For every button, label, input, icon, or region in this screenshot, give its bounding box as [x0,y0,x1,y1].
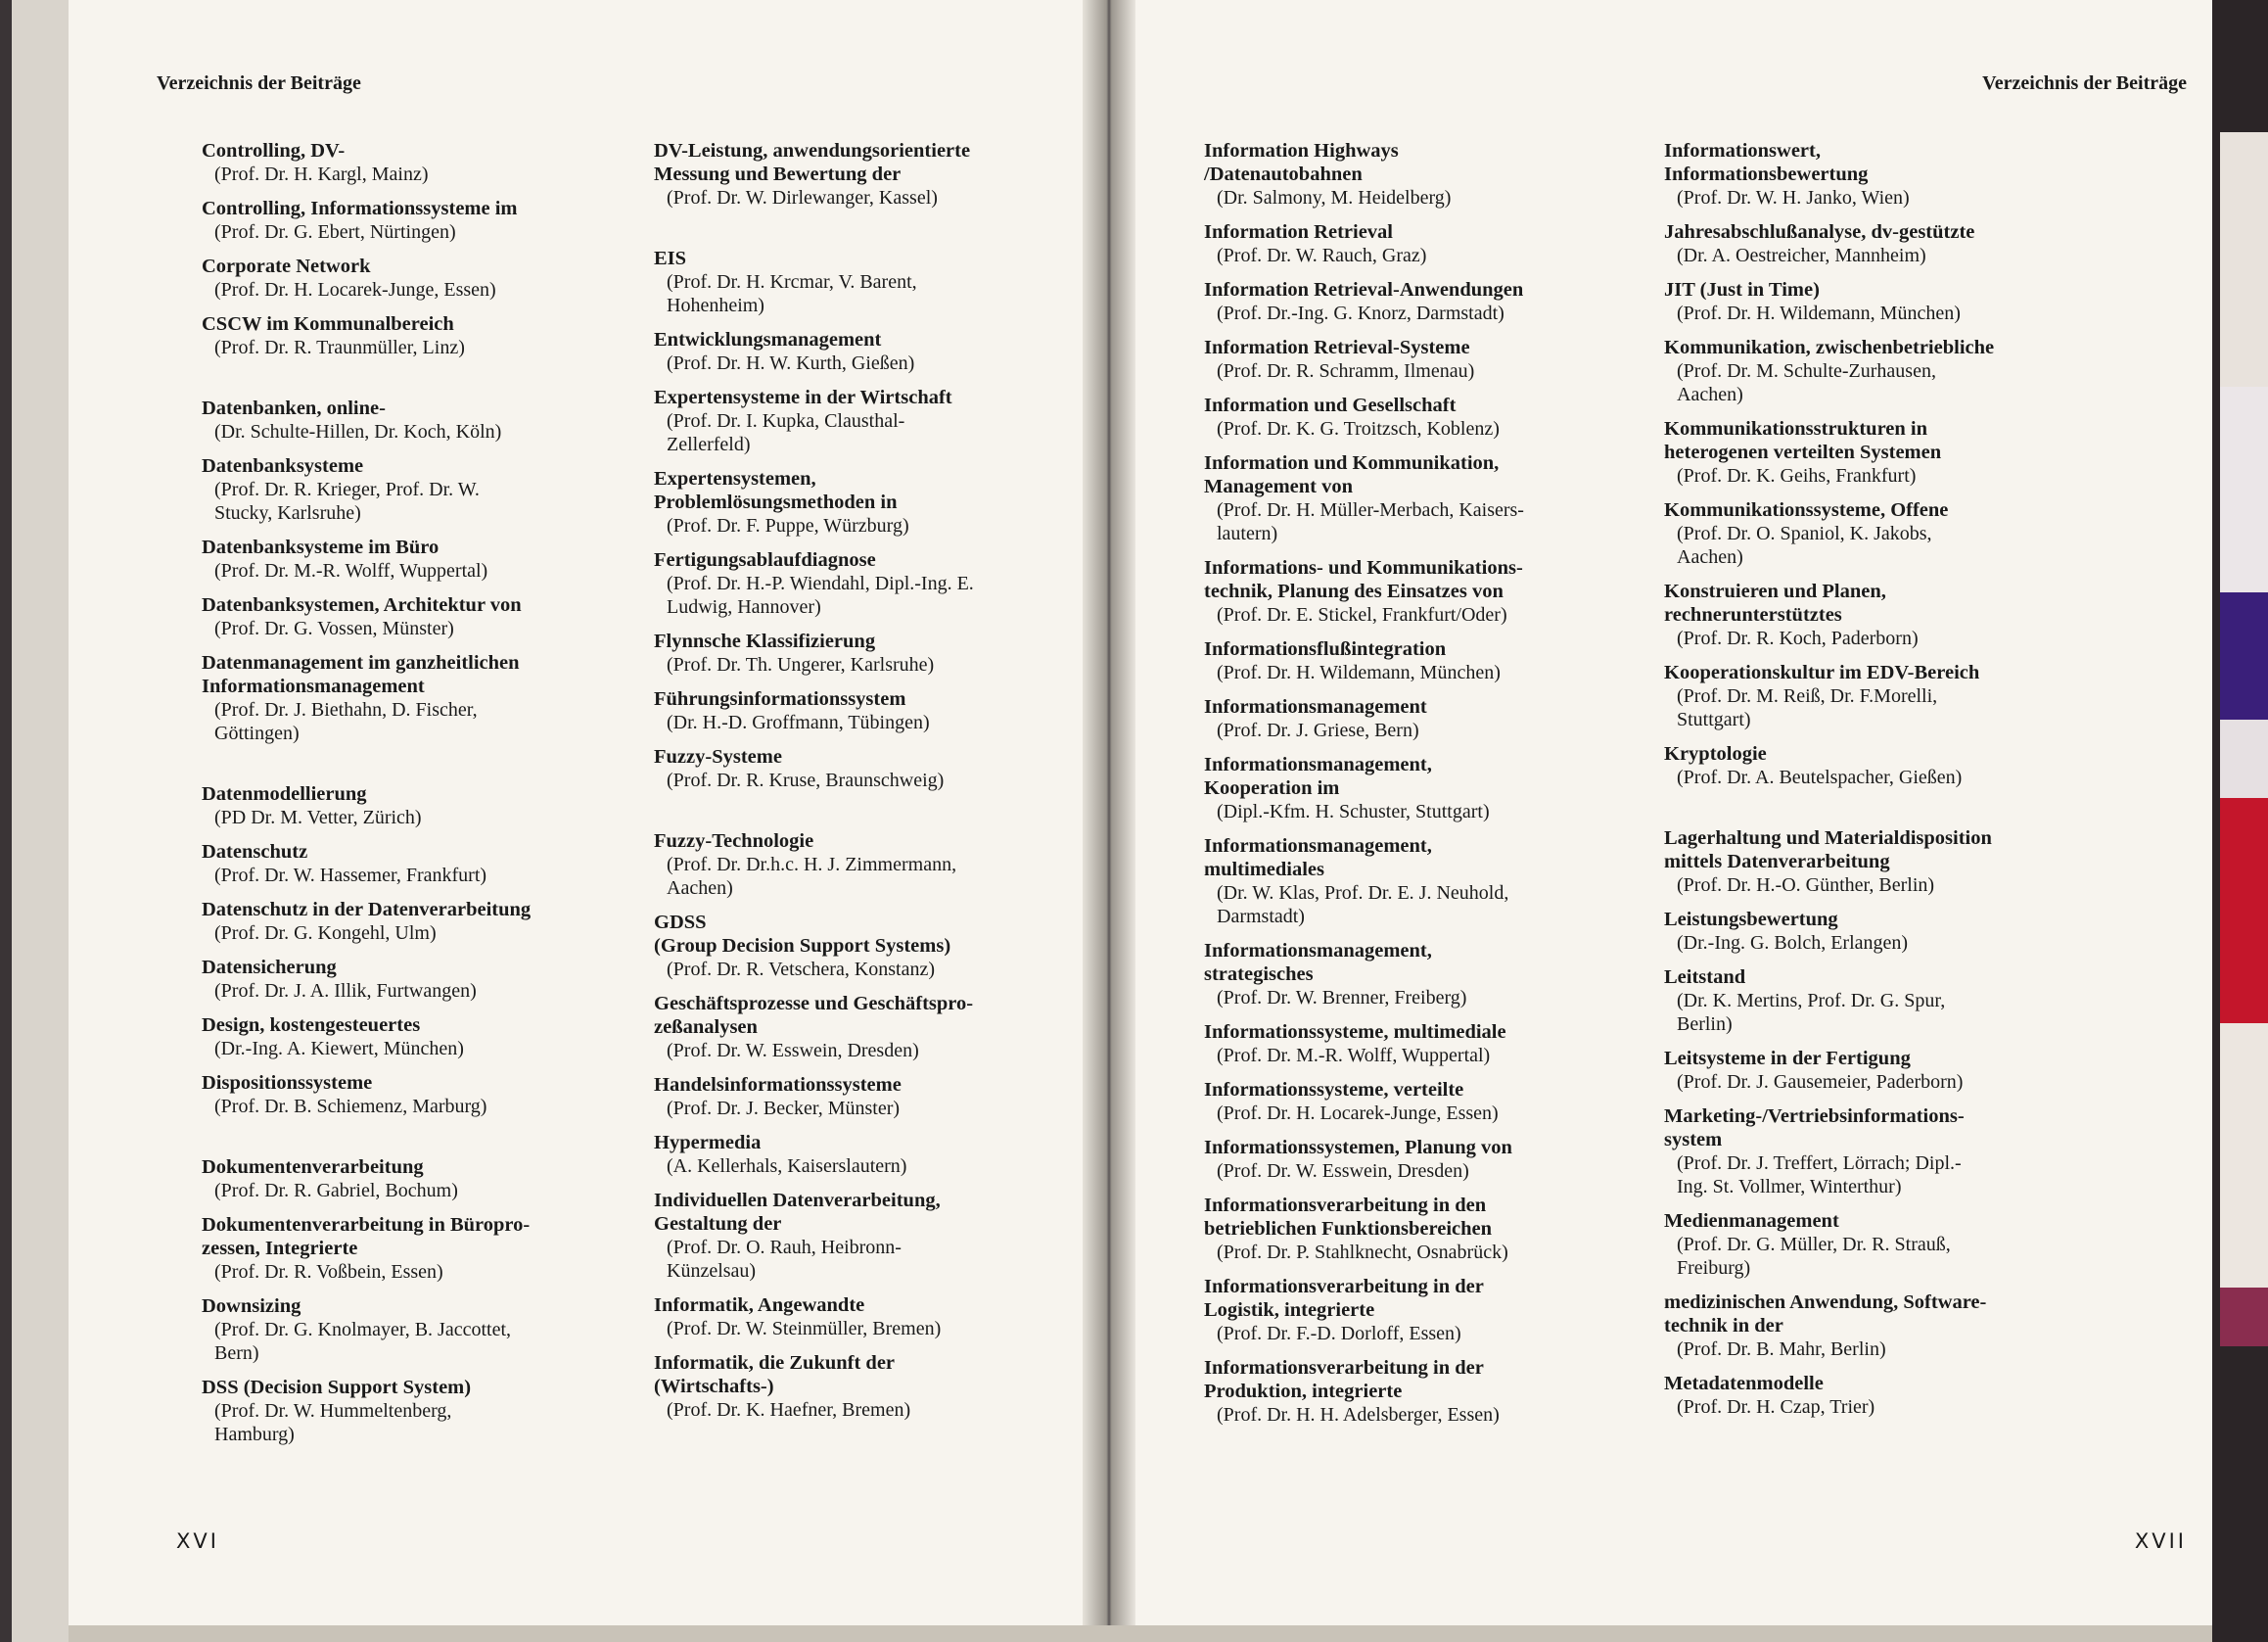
entry-term: Kommunikation, zwischenbetriebliche [1664,337,1995,358]
entry-authors: (PD Dr. M. Vetter, Zürich) [214,807,422,828]
entry-term: Informationswert, Informationsbewertung [1664,140,1869,185]
entry-term: Information und Kommunikation, Management von [1204,452,1500,497]
entry-term: Fertigungsablaufdiagnose [654,549,876,571]
entry-term: EIS [654,248,687,269]
page-bottom-edge [69,1625,2212,1642]
entry-authors: (Prof. Dr. G. Vossen, Münster) [214,618,454,639]
index-entry [202,840,652,887]
index-entry [1204,556,1605,627]
index-entry [654,829,1075,900]
entry-authors: (Prof. Dr. M.-R. Wolff, Wuppertal) [214,560,488,582]
index-entry [1204,637,1605,684]
index-entry [1204,1275,1605,1345]
entry-authors: (Prof. Dr. R. Traunmüller, Linz) [214,337,465,358]
entry-authors: (Prof. Dr. H. W. Kurth, Gießen) [667,352,915,374]
entry-term: Individuellen Datenverarbeitung, Gestaltung der [654,1190,941,1235]
entry-authors: (Prof. Dr. P. Stahlknecht, Osnabrück) [1217,1242,1508,1263]
entry-authors: (Dr. Salmony, M. Heidelberg) [1217,187,1452,209]
index-entry [1664,580,2095,650]
entry-authors: (Prof. Dr. Th. Ungerer, Karlsruhe) [667,654,935,676]
entry-term: Expertensysteme in der Wirtschaft [654,387,952,408]
entry-authors: (Prof. Dr. W. Esswein, Dresden) [1217,1160,1469,1182]
index-entry [1204,278,1605,325]
entry-authors: (Dr. Schulte-Hillen, Dr. Koch, Köln) [214,421,502,443]
entry-authors: (Prof. Dr. W. Brenner, Freiberg) [1217,987,1467,1009]
index-entry [654,1351,1075,1422]
index-entry [654,467,1075,538]
entry-authors: (Prof. Dr. G. Ebert, Nürtingen) [214,221,456,243]
entry-authors: (Prof. Dr.-Ing. G. Knorz, Darmstadt) [1217,303,1504,324]
entry-authors: (Prof. Dr. M. Reiß, Dr. F.Morelli, Stuttgart) [1677,685,1938,730]
register-tab [2220,592,2268,720]
entry-term: Datensicherung [202,957,337,978]
running-head-right: Verzeichnis der Beiträge [1982,72,2187,94]
entry-term: Hypermedia [654,1132,762,1153]
entry-authors: (Prof. Dr. B. Schiemenz, Marburg) [214,1096,487,1117]
entry-term: Dokumentenverarbeitung [202,1156,424,1178]
entry-term: CSCW im Kommunalbereich [202,313,454,335]
entry-term: Datenbanksysteme im Büro [202,537,440,558]
right-page [1135,0,2212,1625]
entry-authors: (Prof. Dr. W. H. Janko, Wien) [1677,187,1910,209]
entry-authors: (Prof. Dr. A. Beutelspacher, Gießen) [1677,767,1963,788]
index-entry [654,386,1075,456]
index-entry [654,911,1075,981]
entry-authors: (Dr. H.-D. Groffmann, Tübingen) [667,712,930,733]
entry-term: DSS (Decision Support System) [202,1377,472,1398]
entry-term: Informatik, Angewandte [654,1294,865,1316]
entry-term: Information Retrieval-Anwendungen [1204,279,1524,301]
entry-term: Datenmodellierung [202,783,367,805]
entry-authors: (Prof. Dr. W. Rauch, Graz) [1217,245,1427,266]
entry-authors: (Prof. Dr. J. Griese, Bern) [1217,720,1419,741]
entry-authors: (A. Kellerhals, Kaiserslautern) [667,1155,907,1177]
entry-authors: (Prof. Dr. J. A. Illik, Furtwangen) [214,980,477,1002]
index-entry [202,312,652,359]
running-head-left: Verzeichnis der Beiträge [157,72,361,94]
entry-term: Informationsmanagement [1204,696,1427,718]
index-entry [1204,1356,1605,1427]
entry-term: Informationsflußintegration [1204,638,1447,660]
index-entry [654,139,1075,210]
entry-authors: (Prof. Dr. M.-R. Wolff, Wuppertal) [1217,1045,1491,1066]
entry-term: Controlling, Informationssysteme im [202,198,518,219]
entry-term: medizinischen Anwendung, Software- technik in der [1664,1291,1987,1337]
index-entry [654,1189,1075,1283]
entry-term: Dokumentenverarbeitung in Büropro- zessen, Integrierte [202,1214,531,1259]
entry-authors: (Prof. Dr. W. Steinmüller, Bremen) [667,1318,942,1339]
entry-authors: (Prof. Dr. R. Krieger, Prof. Dr. W. Stucky, Karlsruhe) [214,479,480,524]
entry-authors: (Prof. Dr. W. Esswein, Dresden) [667,1040,919,1061]
entry-authors: (Prof. Dr. G. Müller, Dr. R. Strauß, Freiburg) [1677,1234,1951,1279]
index-entry [1204,939,1605,1009]
entry-term: Lagerhaltung und Materialdisposition mittels Datenverarbeitung [1664,827,1992,872]
entry-term: Geschäftsprozesse und Geschäftspro- zeßanalysen [654,993,974,1038]
entry-term: Datenschutz in der Datenverarbeitung [202,899,532,920]
index-entry [202,536,652,583]
entry-term: Information Retrieval [1204,221,1393,243]
entry-term: Design, kostengesteuertes [202,1014,421,1036]
entry-term: Informationssysteme, multimediale [1204,1021,1506,1043]
index-entry [1664,1372,2095,1419]
entry-term: Marketing-/Vertriebsinformations- system [1664,1105,1965,1150]
index-entry [202,956,652,1003]
entry-authors: (Prof. Dr. H.-P. Wiendahl, Dipl.-Ing. E. Ludwig, Hannover) [667,573,974,618]
index-entry [1664,417,2095,488]
index-entry [1664,1209,2095,1280]
index-entry [1664,908,2095,955]
entry-term: Medienmanagement [1664,1210,1839,1232]
entry-term: Expertensystemen, Problemlösungsmethoden in [654,468,898,513]
index-entry [654,992,1075,1062]
entry-term: Informationsverarbeitung in der Logistik, integrierte [1204,1276,1484,1321]
entry-term: DV-Leistung, anwendungsorientierte Messung und Bewertung der [654,140,971,185]
index-entry [1204,695,1605,742]
entry-term: Kooperationskultur im EDV-Bereich [1664,662,1980,683]
entry-authors: (Prof. Dr. H. Wildemann, München) [1217,662,1501,683]
index-entry [654,687,1075,734]
entry-authors: (Prof. Dr. R. Kruse, Braunschweig) [667,770,945,791]
index-entry [1664,220,2095,267]
index-entry [654,548,1075,619]
index-entry [1204,139,1605,210]
entry-term: Information und Gesellschaft [1204,395,1457,416]
entry-authors: (Prof. Dr. R. Schramm, Ilmenau) [1217,360,1475,382]
entry-term: Informationssystemen, Planung von [1204,1137,1512,1158]
index-entry [1664,498,2095,569]
register-tab [2220,798,2268,1023]
entry-term: Kryptologie [1664,743,1767,765]
entry-term: Datenmanagement im ganzheitlichen Informationsmanagement [202,652,520,697]
index-entry [1204,220,1605,267]
entry-term: Informationsmanagement, multimediales [1204,835,1432,880]
entry-term: Leitstand [1664,966,1746,988]
entry-term: Downsizing [202,1295,301,1317]
index-entry [202,1294,652,1365]
index-entry [654,1293,1075,1340]
entry-authors: (Prof. Dr. K. Haefner, Bremen) [667,1399,911,1421]
entry-authors: (Prof. Dr. G. Kongehl, Ulm) [214,922,437,944]
entry-term: Metadatenmodelle [1664,1373,1824,1394]
index-entry [1204,834,1605,928]
entry-term: Informationsmanagement, strategisches [1204,940,1432,985]
entry-term: Datenbanksystemen, Architektur von [202,594,522,616]
entry-term: Kommunikationsstrukturen in heterogenen verteilten Systemen [1664,418,1942,463]
register-tab [2220,1023,2268,1288]
entry-authors: (Prof. Dr. E. Stickel, Frankfurt/Oder) [1217,604,1507,626]
right-page-column-1 [1204,139,1605,1437]
entry-term: Corporate Network [202,256,371,277]
entry-authors: (Dr. K. Mertins, Prof. Dr. G. Spur, Berlin) [1677,990,1946,1035]
index-entry [202,1213,652,1284]
entry-authors: (Prof. Dr. H. Czap, Trier) [1677,1396,1875,1418]
index-entry [654,745,1075,792]
register-tab [2220,720,2268,798]
register-tab [2220,387,2268,592]
index-entry [1204,451,1605,545]
entry-authors: (Prof. Dr. F. Puppe, Würzburg) [667,515,909,537]
entry-authors: (Prof. Dr. I. Kupka, Clausthal- Zellerfeld) [667,410,905,455]
entry-authors: (Prof. Dr. R. Gabriel, Bochum) [214,1180,458,1201]
entry-authors: (Prof. Dr. R. Voßbein, Essen) [214,1261,443,1283]
entry-term: Entwicklungsmanagement [654,329,882,351]
entry-term: Controlling, DV- [202,140,346,162]
index-entry [1204,1078,1605,1125]
entry-authors: (Prof. Dr. H. Müller-Merbach, Kaisers- lautern) [1217,499,1524,544]
index-entry [202,782,652,829]
entry-authors: (Prof. Dr. H. Locarek-Junge, Essen) [214,279,496,301]
entry-authors: (Prof. Dr. J. Biethahn, D. Fischer, Göttingen) [214,699,478,744]
entry-term: Informationssysteme, verteilte [1204,1079,1464,1101]
entry-term: Informationsmanagement, Kooperation im [1204,754,1432,799]
index-entry [1664,278,2095,325]
entry-term: Führungsinformationssystem [654,688,906,710]
entry-term: Informatik, die Zukunft der (Wirtschafts-) [654,1352,896,1397]
entry-authors: (Dipl.-Kfm. H. Schuster, Stuttgart) [1217,801,1490,822]
entry-term: Datenbanken, online- [202,398,386,419]
index-entry [1204,753,1605,823]
index-entry [654,630,1075,677]
entry-authors: (Prof. Dr. J. Becker, Münster) [667,1098,901,1119]
entry-term: Jahresabschlußanalyse, dv-gestützte [1664,221,1975,243]
entry-authors: (Dr. W. Klas, Prof. Dr. E. J. Neuhold, Darmstadt) [1217,882,1509,927]
index-entry [1664,826,2095,897]
entry-authors: (Prof. Dr. F.-D. Dorloff, Essen) [1217,1323,1461,1344]
left-page [69,0,1083,1625]
index-entry [1664,1290,2095,1361]
left-page-column-2 [654,139,1075,1432]
index-entry [202,593,652,640]
entry-term: Fuzzy-Systeme [654,746,782,768]
entry-term: Leitsysteme in der Fertigung [1664,1048,1911,1069]
entry-authors: (Prof. Dr. H. Kargl, Mainz) [214,164,429,185]
right-page-column-2 [1664,139,2095,1430]
index-entry [1204,1136,1605,1183]
index-entry [202,1071,652,1118]
register-tab [2220,1288,2268,1346]
index-entry [1664,965,2095,1036]
index-entry [202,255,652,302]
entry-term: Leistungsbewertung [1664,909,1838,930]
entry-authors: (Prof. Dr. O. Rauh, Heibronn- Künzelsau) [667,1237,902,1282]
index-entry [202,1013,652,1060]
index-entry [1664,1104,2095,1198]
entry-term: Informations- und Kommunikations- technik, Planung des Einsatzes von [1204,557,1523,602]
index-entry [654,328,1075,375]
entry-authors: (Prof. Dr. K. Geihs, Frankfurt) [1677,465,1917,487]
entry-term: Konstruieren und Planen, rechnerunterstütztes [1664,581,1886,626]
book-gutter [1083,0,1135,1625]
index-entry [202,1376,652,1446]
index-entry [654,247,1075,317]
entry-term: Kommunikationssysteme, Offene [1664,499,1949,521]
index-entry [202,197,652,244]
entry-authors: (Prof. Dr. G. Knolmayer, B. Jaccottet, Bern) [214,1319,512,1364]
entry-authors: (Dr.-Ing. G. Bolch, Erlangen) [1677,932,1909,954]
entry-authors: (Prof. Dr. R. Vetschera, Konstanz) [667,959,936,980]
entry-authors: (Prof. Dr. R. Koch, Paderborn) [1677,628,1919,649]
index-entry [1664,1047,2095,1094]
entry-authors: (Prof. Dr. K. G. Troitzsch, Koblenz) [1217,418,1500,440]
entry-authors: (Prof. Dr. H. Locarek-Junge, Essen) [1217,1102,1499,1124]
index-entry [1664,139,2095,210]
index-entry [1204,1020,1605,1067]
index-entry [1204,394,1605,441]
entry-authors: (Dr.-Ing. A. Kiewert, München) [214,1038,464,1059]
index-entry [1664,661,2095,731]
page-number-left: XVI [176,1529,219,1553]
entry-term: Information Retrieval-Systeme [1204,337,1470,358]
entry-term: Dispositionssysteme [202,1072,373,1094]
entry-authors: (Prof. Dr. H.-O. Günther, Berlin) [1677,874,1935,896]
entry-authors: (Prof. Dr. O. Spaniol, K. Jakobs, Aachen) [1677,523,1932,568]
entry-term: JIT (Just in Time) [1664,279,1820,301]
entry-authors: (Prof. Dr. H. Wildemann, München) [1677,303,1961,324]
entry-term: Datenschutz [202,841,308,863]
entry-authors: (Prof. Dr. W. Hummeltenberg, Hamburg) [214,1400,452,1445]
entry-authors: (Prof. Dr. J. Gausemeier, Paderborn) [1677,1071,1964,1093]
index-entry [202,898,652,945]
entry-term: Handelsinformationssysteme [654,1074,902,1096]
index-entry [1664,336,2095,406]
index-entry [654,1073,1075,1120]
entry-term: Informationsverarbeitung in der Produktion, integrierte [1204,1357,1484,1402]
left-page-column-1 [202,139,652,1457]
index-entry [202,1155,652,1202]
index-entry [1664,742,2095,789]
entry-authors: (Prof. Dr. W. Hassemer, Frankfurt) [214,865,487,886]
index-entry [654,1131,1075,1178]
entry-term: Datenbanksysteme [202,455,364,477]
index-entry [202,139,652,186]
entry-authors: (Prof. Dr. H. H. Adelsberger, Essen) [1217,1404,1500,1426]
entry-authors: (Prof. Dr. H. Krcmar, V. Barent, Hohenheim) [667,271,917,316]
entry-authors: (Prof. Dr. W. Dirlewanger, Kassel) [667,187,938,209]
index-entry [1204,336,1605,383]
page-number-right: XVII [2134,1529,2187,1553]
index-entry [1204,1194,1605,1264]
index-entry [202,651,652,745]
entry-authors: (Prof. Dr. M. Schulte-Zurhausen, Aachen) [1677,360,1936,405]
entry-authors: (Prof. Dr. J. Treffert, Lörrach; Dipl.- Ing. St. Vollmer, Winterthur) [1677,1152,1962,1197]
index-entry [202,454,652,525]
entry-term: GDSS (Group Decision Support Systems) [654,912,951,957]
entry-term: Flynnsche Klassifizierung [654,631,876,652]
register-tab [2220,132,2268,387]
entry-authors: (Prof. Dr. B. Mahr, Berlin) [1677,1338,1886,1360]
index-entry [202,397,652,444]
entry-authors: (Dr. A. Oestreicher, Mannheim) [1677,245,1926,266]
entry-term: Information Highways /Datenautobahnen [1204,140,1399,185]
entry-term: Fuzzy-Technologie [654,830,814,852]
entry-term: Informationsverarbeitung in den betrieblichen Funktionsbereichen [1204,1195,1493,1240]
book-spine-shadow [0,0,12,1642]
entry-authors: (Prof. Dr. Dr.h.c. H. J. Zimmermann, Aachen) [667,854,957,899]
